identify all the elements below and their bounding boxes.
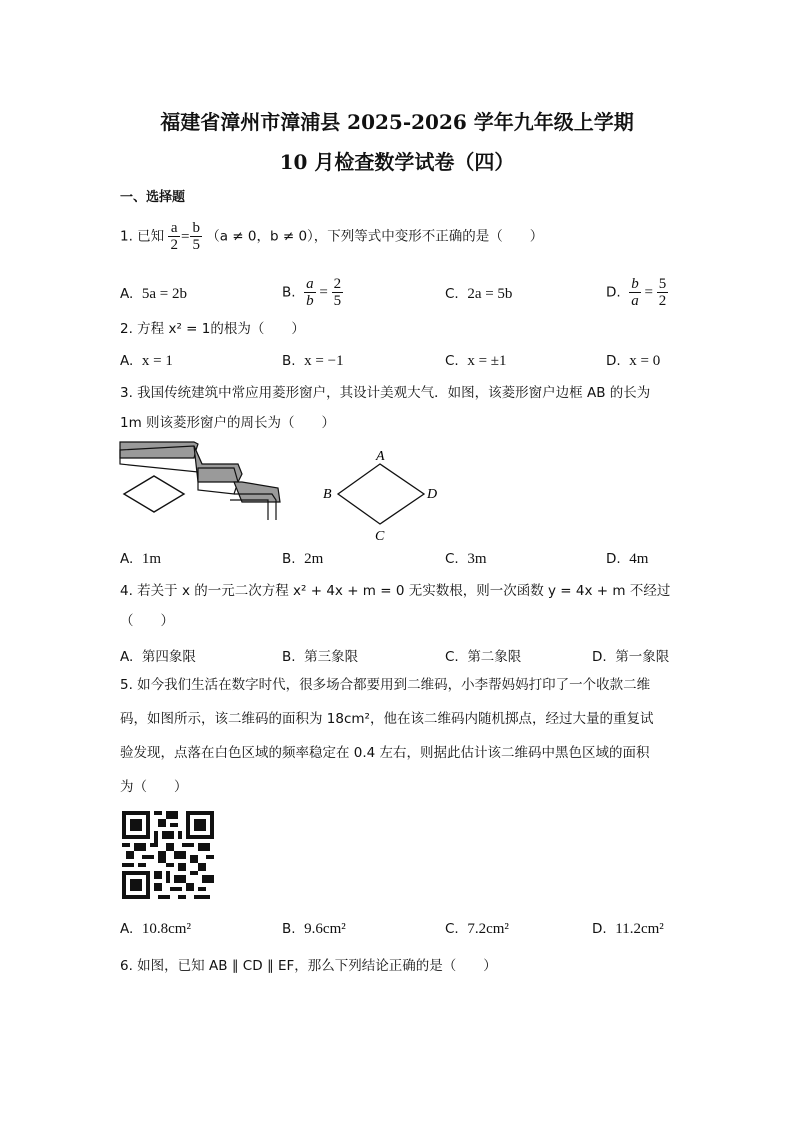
question-2: 2. 方程 x² = 1的根为（ ） bbox=[120, 321, 305, 337]
q5-option-b: B. 9.6cm² bbox=[282, 921, 346, 937]
q4-option-d: D. 第一象限 bbox=[592, 649, 670, 665]
q1-number: 1. 已知 bbox=[120, 228, 165, 245]
q2-option-d: D. x = 0 bbox=[606, 353, 661, 369]
q3-option-c: C. 3m bbox=[445, 551, 487, 567]
question-4-line2: （ ） bbox=[120, 613, 174, 629]
question-5-line3: 验发现，点落在白色区域的频率稳定在 0.4 左右，则据此估计该二维码中黑色区域的面积 bbox=[120, 745, 650, 761]
question-1: 1. 已知 $\frac{a}{2}$ = $\frac{b}{5}$ （a ≠ 0，b ≠ 0），下列等式中变形不正确的是（ ） bbox=[120, 220, 544, 253]
question-3-line2: 1m 则该菱形窗户的周长为（ ） bbox=[120, 415, 336, 431]
q3-option-d: D. 4m bbox=[606, 551, 649, 567]
q5-option-c: C. 7.2cm² bbox=[445, 921, 509, 937]
q1-option-a: A. 5a = 2b bbox=[120, 286, 188, 302]
question-5-line2: 码，如图所示，该二维码的面积为 18cm²，他在该二维码内随机掷点，经过大量的重复试 bbox=[120, 711, 654, 727]
window-illustration bbox=[118, 438, 288, 524]
q4-option-a: A. 第四象限 bbox=[120, 649, 196, 665]
q1-option-d: D. $\frac{b}{a}$ = $\frac{5}{2}$ bbox=[606, 276, 667, 309]
q2-option-b: B. x = −1 bbox=[282, 353, 344, 369]
question-5-line4: 为（ ） bbox=[120, 779, 188, 795]
vertex-d-label: D bbox=[427, 487, 438, 502]
q1-option-c: C. 2a = 5b bbox=[445, 286, 513, 302]
vertex-b-label: B bbox=[323, 487, 332, 502]
question-6: 6. 如图，已知 AB ∥ CD ∥ EF，那么下列结论正确的是（ ） bbox=[120, 958, 497, 974]
q1-option-b: B. $\frac{a}{b}$ = $\frac{2}{5}$ bbox=[282, 276, 342, 309]
qr-code-image bbox=[122, 810, 214, 900]
q4-option-c: C. 第二象限 bbox=[445, 649, 522, 665]
q2-option-c: C. x = ±1 bbox=[445, 353, 507, 369]
rhombus-figure bbox=[318, 446, 448, 546]
q3-option-b: B. 2m bbox=[282, 551, 324, 567]
q4-option-b: B. 第三象限 bbox=[282, 649, 359, 665]
question-4-line1: 4. 若关于 x 的一元二次方程 x² + 4x + m = 0 无实数根，则一次函数 y = 4x + m 不经过 bbox=[120, 583, 671, 599]
diamond-window bbox=[124, 476, 184, 512]
question-5-line1: 5. 如今我们生活在数字时代，很多场合都要用到二维码，小李帮妈妈打印了一个收款二维 bbox=[120, 677, 651, 693]
section-heading: 一、选择题 bbox=[120, 190, 186, 205]
q1-fraction-left: $\frac{a}{2}$ bbox=[170, 220, 178, 253]
q3-option-a: A. 1m bbox=[120, 551, 162, 567]
q1-condition: （a ≠ 0，b ≠ 0），下列等式中变形不正确的是（ ） bbox=[206, 228, 544, 245]
exam-title-line1: 福建省漳州市漳浦县 2025-2026 学年九年级上学期 bbox=[160, 110, 634, 134]
q2-option-a: A. x = 1 bbox=[120, 353, 173, 369]
vertex-a-label: A bbox=[376, 449, 385, 464]
question-3-line1: 3. 我国传统建筑中常应用菱形窗户，其设计美观大气．如图，该菱形窗户边框 AB 的长为 bbox=[120, 385, 651, 401]
q5-option-a: A. 10.8cm² bbox=[120, 921, 191, 937]
exam-title-line2: 10 月检查数学试卷（四） bbox=[279, 150, 515, 174]
q1-fraction-right: $\frac{b}{5}$ bbox=[192, 220, 200, 253]
q5-option-d: D. 11.2cm² bbox=[592, 921, 664, 937]
vertex-c-label: C bbox=[375, 529, 385, 544]
